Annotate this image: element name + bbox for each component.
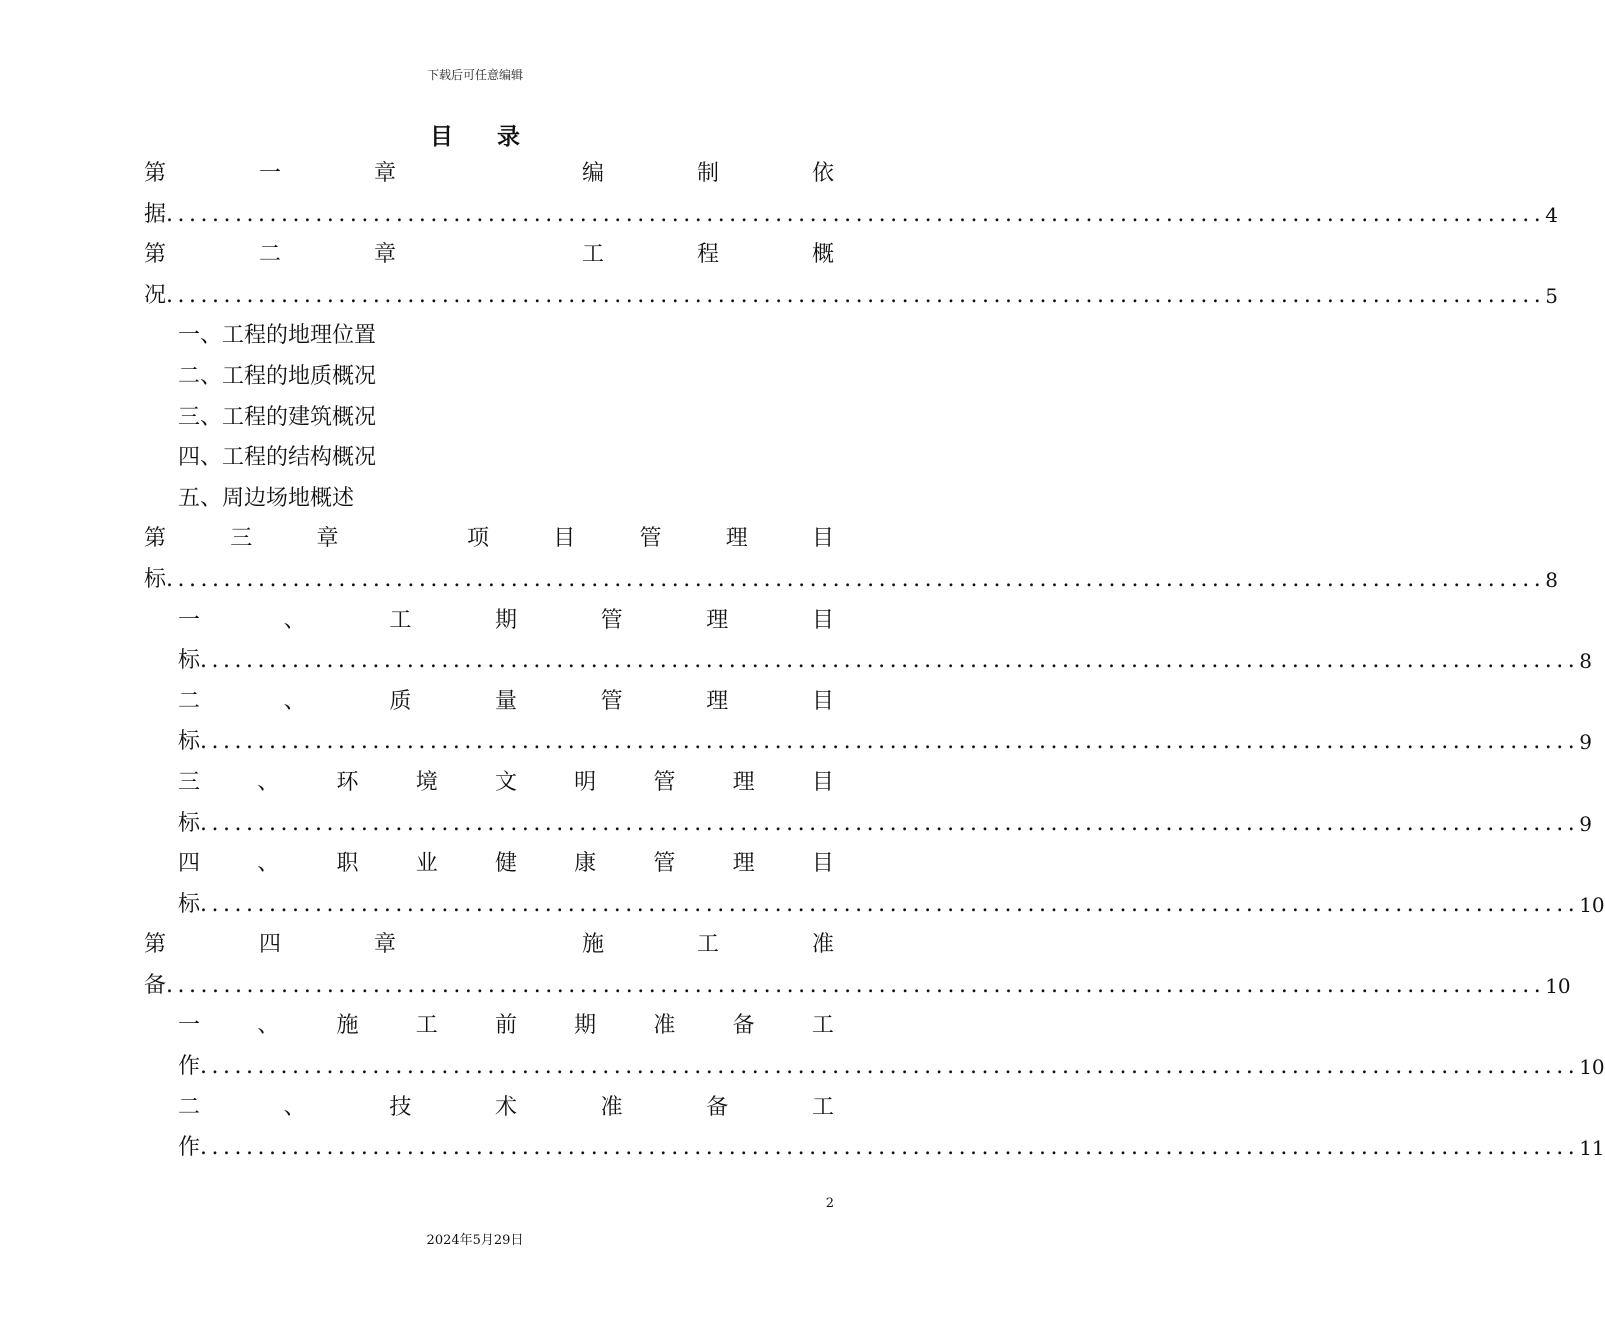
toc-heading-char: 理 [725,526,748,552]
toc-heading-char: 、 [283,1094,306,1120]
header-note: 下载后可任意编辑 [426,68,523,82]
toc-page-number: 10 [1579,892,1605,917]
toc-leader-line [144,1128,1605,1169]
toc-heading-char: 、 [283,688,306,714]
toc-heading-char: 业 [415,851,438,877]
toc-heading-char: 二 [178,1094,201,1120]
toc-heading-line [144,844,834,885]
toc-subitem: 二、工程的地质概况 [178,363,377,389]
toc-heading-char: 理 [732,769,755,795]
toc-heading-char: 量 [494,688,517,714]
toc-heading-char: 准 [811,932,834,958]
toc-heading-char: 文 [494,769,517,795]
toc-leader-line [144,966,1571,1007]
toc-heading-char: 明 [574,769,597,795]
toc-entry [144,844,1605,925]
toc-heading-char: 期 [494,607,517,633]
toc-leader-line [144,804,1592,845]
toc-heading-tail: 作 [178,1135,201,1161]
dot-leader: ........................................................................................................................ [200,1054,1580,1080]
toc-heading-char: 管 [600,688,623,714]
toc-heading-char: 一 [178,607,201,633]
toc-heading-char: 管 [653,851,676,877]
toc-heading-char: 目 [811,769,834,795]
toc-heading-char: 三 [230,526,253,552]
toc-page-number: 11 [1579,1136,1605,1161]
toc-heading-char: 第 [144,161,167,186]
toc-heading-char: 期 [574,1013,597,1039]
toc-entry [144,601,1592,682]
toc-entry [144,1006,1605,1087]
toc-heading-tail: 据 [144,201,167,227]
toc-heading-char: 四 [178,851,201,877]
toc-title: 目 录 [429,123,538,150]
toc-page-number: 8 [1579,649,1592,674]
toc-heading-char: 准 [600,1094,623,1120]
toc-heading-char: 工 [811,1094,834,1120]
toc-heading-char: 施 [336,1013,359,1039]
dot-leader: ........................................................................................................................ [166,201,1546,227]
toc-heading-char: 一 [178,1013,201,1039]
toc-heading-char: 三 [178,769,201,795]
toc-heading-char: 职 [336,851,359,877]
toc-heading-char: 目 [811,607,834,633]
toc-heading-char: 章 [374,161,397,186]
toc-heading-char: 、 [283,607,306,633]
toc-heading-char: 章 [374,932,397,958]
toc-heading-char: 理 [706,607,729,633]
toc-leader-line [144,722,1592,763]
toc-heading-char: 工 [415,1013,438,1039]
toc-entry [144,154,1558,235]
toc-heading-char: 二 [178,688,201,714]
toc-heading-char: 二 [259,242,282,268]
toc-heading-char: 工 [811,1013,834,1039]
toc-heading-char: 目 [811,851,834,877]
toc-heading-char: 境 [415,769,438,795]
toc-heading-char: 施 [581,932,604,958]
toc-heading-line [144,154,834,195]
toc-heading-char: 第 [144,932,167,958]
dot-leader: ........................................................................................................................ [200,648,1580,674]
toc-heading-line [144,1006,834,1047]
toc-page-number: 10 [1545,973,1571,998]
toc-heading-tail: 标 [178,648,201,674]
toc-heading-char: 概 [811,242,834,268]
toc-heading-line [144,519,834,560]
toc-subitem: 三、工程的建筑概况 [178,404,377,430]
toc-heading-char: 理 [706,688,729,714]
toc-heading-char: 工 [389,607,412,633]
toc-heading-char: 一 [259,161,282,186]
toc-heading-char: 康 [574,851,597,877]
toc-heading-char: 准 [653,1013,676,1039]
toc-heading-char: 管 [639,526,662,552]
toc-heading-char: 术 [494,1094,517,1120]
toc-entry [144,1088,1605,1169]
dot-leader: ........................................................................................................................ [166,972,1546,998]
toc-subitem: 五、周边场地概述 [178,485,355,511]
toc-leader-line [144,276,1558,317]
toc-page-number: 9 [1579,730,1592,755]
toc-heading-tail: 标 [178,891,201,917]
toc-heading-char: 目 [811,526,834,552]
toc-heading-char: 程 [696,242,719,268]
dot-leader: ........................................................................................................................ [200,810,1580,836]
toc-page-number: 9 [1579,811,1592,836]
toc-heading-char: 备 [732,1013,755,1039]
toc-heading-char: 制 [696,161,719,186]
footer-date: 2024年5月29日 [426,1233,524,1248]
dot-leader: ........................................................................................................................ [200,1135,1580,1161]
toc-heading-char: 项 [466,526,489,552]
toc-heading-char: 环 [336,769,359,795]
toc-leader-line [144,885,1605,926]
toc-heading-char: 编 [581,161,604,186]
toc-heading-tail: 备 [144,972,167,998]
toc-leader-line [144,195,1558,236]
toc-heading-char: 质 [389,688,412,714]
page-number: 2 [825,1196,834,1211]
toc-heading-char: 管 [600,607,623,633]
toc-leader-line [144,1047,1605,1088]
toc-heading-char: 目 [553,526,576,552]
toc-heading-char: 第 [144,242,167,268]
toc-leader-line [144,641,1592,682]
toc-entry [144,763,1592,844]
toc-heading-tail: 作 [178,1054,201,1080]
toc-heading-char: 管 [653,769,676,795]
toc-heading-char: 前 [494,1013,517,1039]
toc-heading-tail: 标 [178,729,201,755]
toc-entry [144,438,834,479]
toc-heading-tail: 标 [144,566,167,592]
toc-heading-char: 工 [696,932,719,958]
toc-heading-char: 工 [581,242,604,268]
toc-entry [144,519,1558,600]
toc-entry [144,682,1592,763]
toc-heading-char: 依 [811,161,834,186]
toc-heading-line [144,682,834,723]
table-of-contents [144,154,1605,1169]
dot-leader: ........................................................................................................................ [166,282,1546,308]
toc-heading-line [144,763,834,804]
toc-heading-char: 章 [374,242,397,268]
toc-page-number: 8 [1545,567,1558,592]
toc-heading-char: 备 [706,1094,729,1120]
toc-page-number: 10 [1579,1055,1605,1080]
toc-heading-char: 健 [494,851,517,877]
toc-heading-line [144,925,834,966]
toc-entry [144,357,834,398]
toc-heading-char: 技 [389,1094,412,1120]
toc-heading-char: 目 [811,688,834,714]
toc-heading-line [144,235,834,276]
toc-entry [144,316,834,357]
toc-page-number: 5 [1545,283,1558,308]
toc-subitem: 一、工程的地理位置 [178,323,377,349]
toc-subitem: 四、工程的结构概况 [178,445,377,471]
toc-heading-tail: 标 [178,810,201,836]
dot-leader: ........................................................................................................................ [200,891,1580,917]
toc-heading-tail: 况 [144,282,167,308]
toc-entry [144,925,1571,1006]
toc-heading-char: 理 [732,851,755,877]
toc-heading-line [144,1088,834,1129]
dot-leader: ........................................................................................................................ [200,729,1580,755]
toc-page-number: 4 [1545,202,1558,227]
toc-entry [144,479,834,520]
toc-heading-char: 、 [257,851,280,877]
toc-leader-line [144,560,1558,601]
toc-heading-char: 第 [144,526,167,552]
dot-leader: ........................................................................................................................ [166,566,1546,592]
toc-heading-char: 章 [316,526,339,552]
toc-heading-char: 、 [257,769,280,795]
toc-heading-char: 、 [257,1013,280,1039]
toc-heading-char: 四 [259,932,282,958]
toc-entry [144,398,834,439]
toc-entry [144,235,1558,316]
toc-heading-line [144,601,834,642]
